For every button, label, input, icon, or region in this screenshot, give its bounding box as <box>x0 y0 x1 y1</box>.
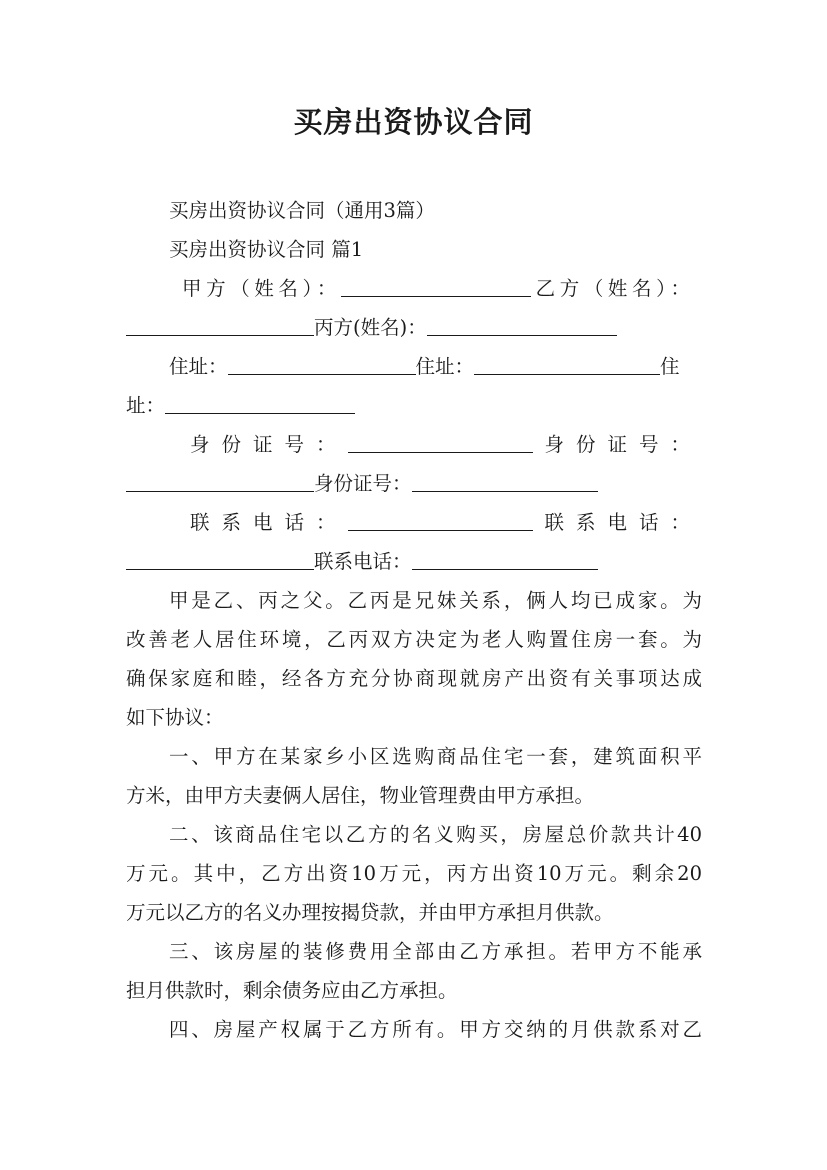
party-a-id-blank[interactable] <box>348 432 533 453</box>
paragraph-1-line-1: 甲是乙、丙之父。乙丙是兄妹关系，俩人均已成家。为 <box>169 589 702 612</box>
phone-label-b: 联系电话： <box>532 511 690 534</box>
document-title: 买房出资协议合同 <box>293 105 534 139</box>
paragraph-1-line-2: 改善老人居住环境，乙丙双方决定为老人购置住房一套。为 <box>126 628 702 651</box>
paragraph-2-line-1: 一、甲方在某家乡小区选购商品住宅一套，建筑面积平 <box>169 745 702 768</box>
party-b-address-blank[interactable] <box>474 354 660 375</box>
section-heading: 买房出资协议合同 篇1 <box>169 238 364 261</box>
phone-label-a: 联系电话： <box>190 511 348 534</box>
id-row <box>190 430 690 460</box>
paragraph-1-line-3: 确保家庭和睦，经各方充分协商现就房产出资有关事项达成 <box>126 667 702 690</box>
document-subtitle: 买房出资协议合同（通用3篇） <box>169 199 435 222</box>
party-name-row <box>182 274 690 304</box>
address-row-cont <box>126 391 702 421</box>
party-b-id-blank[interactable] <box>126 471 314 492</box>
party-c-name-blank[interactable] <box>427 315 617 336</box>
party-c-phone-blank[interactable] <box>412 549 598 570</box>
party-b-phone-blank[interactable] <box>126 549 314 570</box>
paragraph-2-line-2: 方米，由甲方夫妻俩人居住，物业管理费由甲方承担。 <box>126 784 595 807</box>
phone-row-cont <box>126 547 702 577</box>
party-a-address-blank[interactable] <box>228 354 416 375</box>
id-row-cont <box>126 469 702 499</box>
paragraph-3-line-3: 万元以乙方的名义办理按揭贷款，并由甲方承担月供款。 <box>126 901 614 924</box>
party-a-phone-blank[interactable] <box>348 510 533 531</box>
party-b-label: 乙方（姓名）： <box>531 277 690 300</box>
paragraph-4-line-2: 担月供款时，剩余债务应由乙方承担。 <box>126 979 458 1002</box>
address-label-c-part1: 住 <box>660 355 680 378</box>
phone-row <box>190 508 690 538</box>
party-a-name-blank[interactable] <box>341 276 531 297</box>
party-b-name-blank[interactable] <box>126 315 314 336</box>
paragraph-3-line-2: 万元。其中，乙方出资10万元，丙方出资10万元。剩余20 <box>126 862 702 885</box>
party-c-id-blank[interactable] <box>412 471 598 492</box>
address-row <box>169 352 702 382</box>
id-label-a: 身份证号： <box>190 433 348 456</box>
paragraph-5-line-1: 四、房屋产权属于乙方所有。甲方交纳的月供款系对乙 <box>169 1018 702 1041</box>
address-label-c-part2: 址： <box>126 394 166 417</box>
address-label-b: 住址： <box>415 355 475 378</box>
id-label-b: 身份证号： <box>532 433 690 456</box>
paragraph-4-line-1: 三、该房屋的装修费用全部由乙方承担。若甲方不能承 <box>169 940 702 963</box>
phone-label-c: 联系电话： <box>314 550 412 573</box>
party-c-label: 丙方(姓名)： <box>314 316 427 339</box>
paragraph-1-line-4: 如下协议： <box>126 706 224 729</box>
party-a-label: 甲方（姓名）： <box>182 277 341 300</box>
id-label-c: 身份证号： <box>314 472 412 495</box>
party-c-address-blank[interactable] <box>165 393 355 414</box>
paragraph-3-line-1: 二、该商品住宅以乙方的名义购买，房屋总价款共计40 <box>169 823 702 846</box>
address-label-a: 住址： <box>169 355 228 378</box>
party-name-row-cont <box>126 313 702 343</box>
